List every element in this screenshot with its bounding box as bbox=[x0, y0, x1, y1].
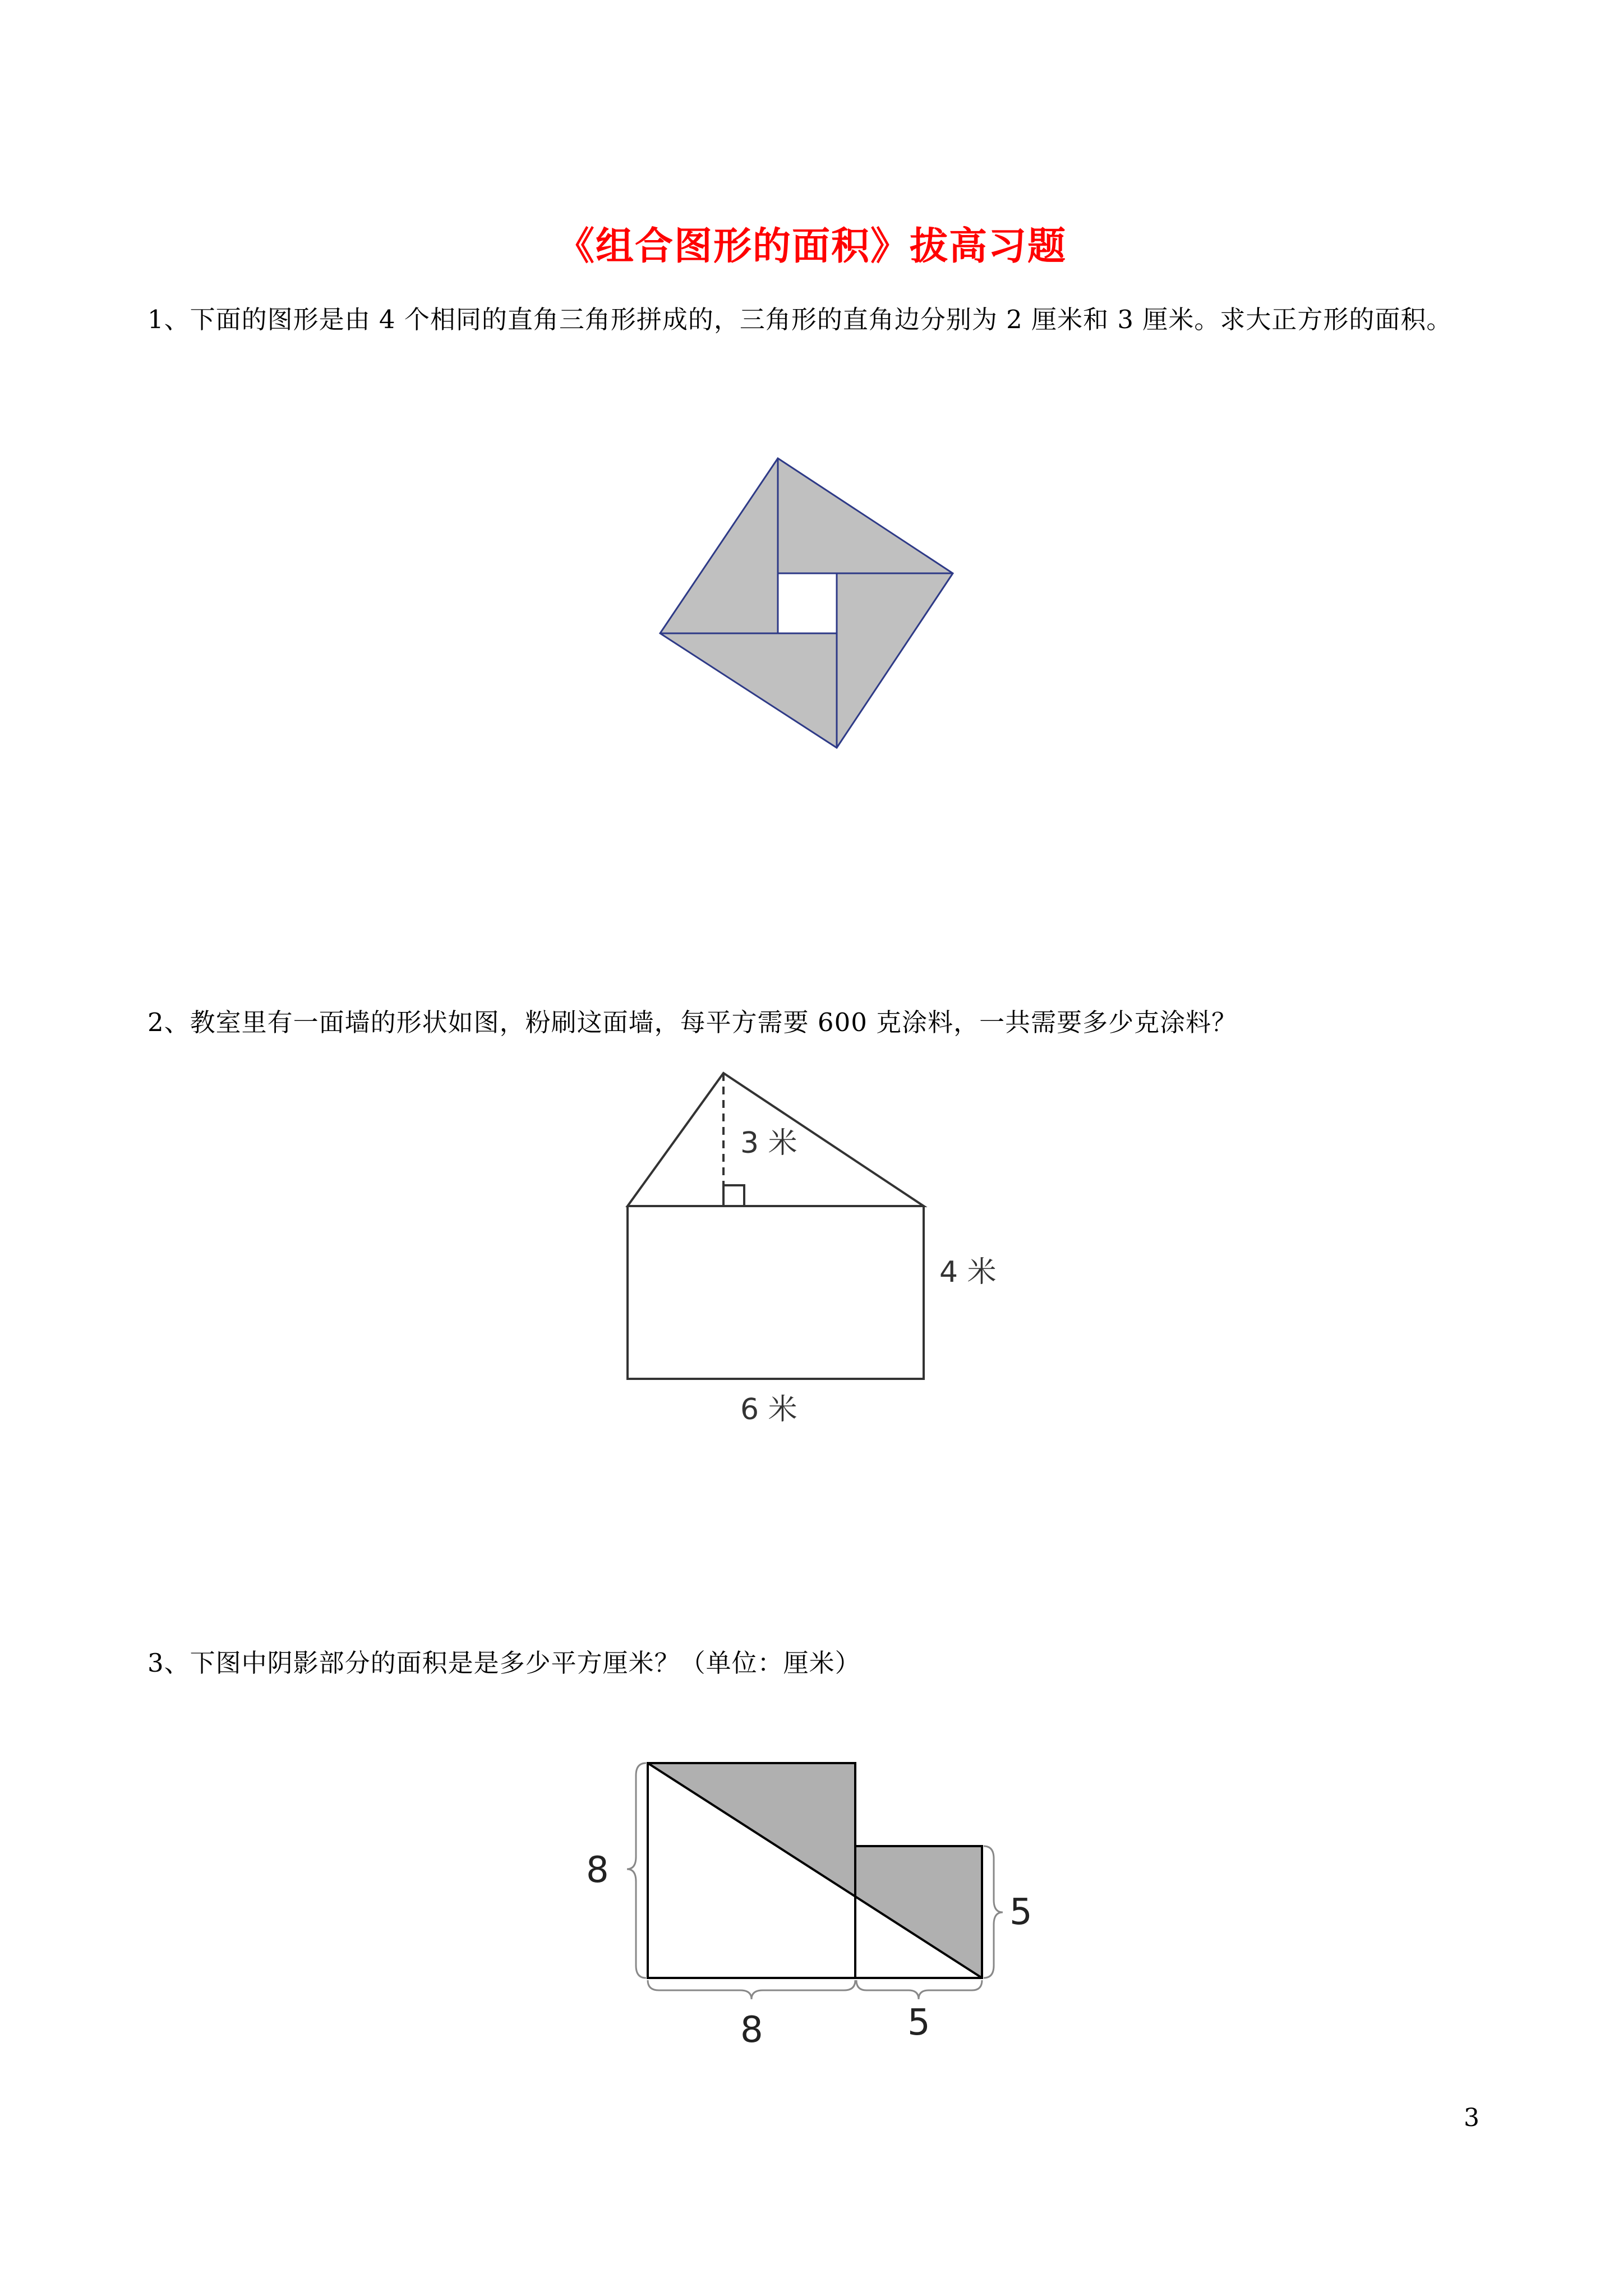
pinwheel-square-figure bbox=[645, 443, 970, 763]
label-left-height: 8 bbox=[586, 1849, 609, 1891]
rectangle-bottom bbox=[628, 1206, 924, 1379]
label-base: 6 米 bbox=[740, 1393, 797, 1427]
label-left-width: 8 bbox=[740, 2009, 763, 2051]
shaded-region-right bbox=[855, 1846, 982, 1978]
right-angle-mark bbox=[723, 1185, 744, 1206]
question-3: 3、下图中阴影部分的面积是是多少平方厘米？（单位：厘米） bbox=[147, 1648, 861, 1678]
label-right-height: 5 bbox=[1009, 1892, 1032, 1933]
label-height: 3 米 bbox=[740, 1126, 797, 1160]
wall-shape-figure bbox=[606, 1060, 1021, 1442]
inner-square bbox=[778, 573, 837, 633]
question-2: 2、教室里有一面墙的形状如图，粉刷这面墙，每平方需要 600 克涂料，一共需要多少克涂料？ bbox=[147, 1007, 1238, 1037]
page-number: 3 bbox=[1464, 2104, 1479, 2132]
brace-left-height bbox=[627, 1763, 646, 1978]
question-1: 1、下面的图形是由 4 个相同的直角三角形拼成的，三角形的直角边分别为 2 厘米和 3 厘米。求大正方形的面积。 bbox=[147, 305, 1453, 334]
label-side: 4 米 bbox=[939, 1255, 997, 1289]
brace-right-height bbox=[984, 1846, 1003, 1978]
pinwheel-square bbox=[660, 458, 953, 748]
brace-left-width bbox=[648, 1980, 855, 1999]
label-right-width: 5 bbox=[907, 2002, 930, 2044]
page-title: 《组合图形的面积》拔高习题 bbox=[556, 224, 1067, 269]
brace-right-width bbox=[856, 1980, 982, 1999]
shaded-squares-figure bbox=[578, 1745, 1049, 2059]
